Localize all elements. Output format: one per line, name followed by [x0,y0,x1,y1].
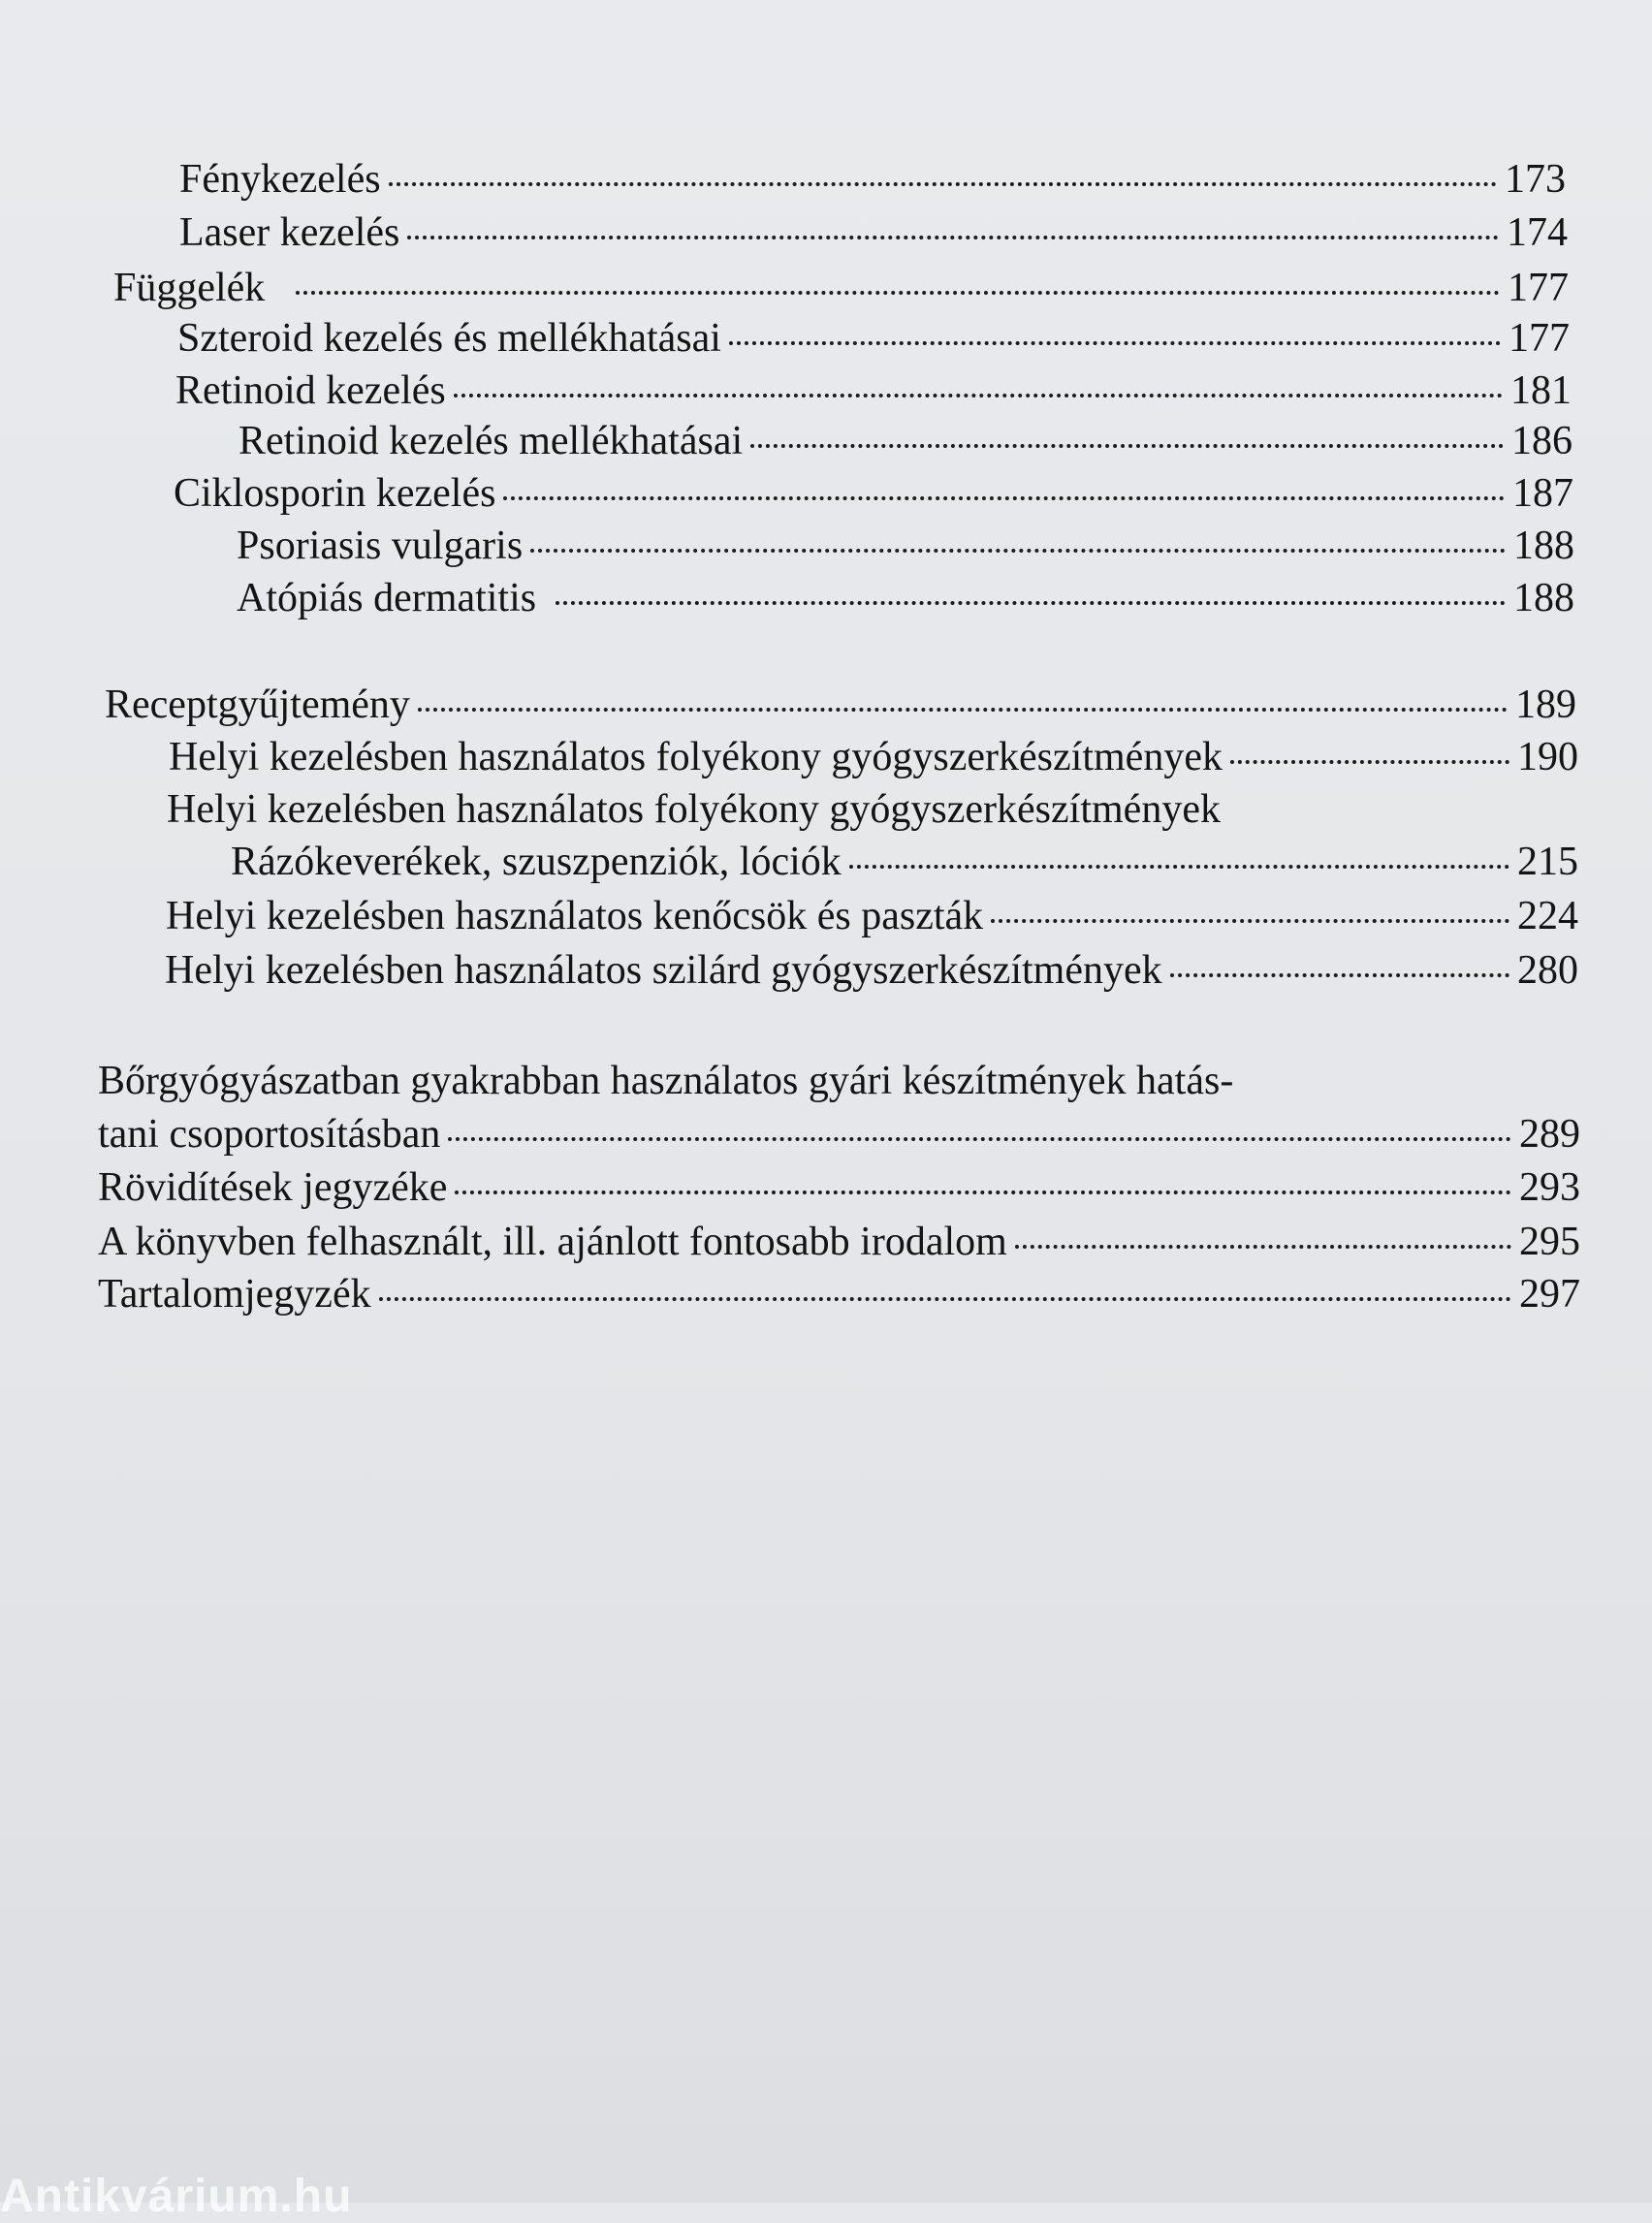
toc-entry-page: 297 [1519,1272,1580,1317]
toc-entry-page: 177 [1508,266,1569,310]
dot-leader [1015,1235,1511,1249]
dot-leader [729,332,1501,345]
toc-entry-page: 188 [1513,576,1574,620]
toc-entry [166,892,1578,940]
dot-leader [448,1127,1511,1141]
toc-entry-page: 280 [1517,948,1578,993]
toc-entry-title: Helyi kezelésben használatos folyékony gyógyszerkészítmények [167,787,1221,832]
toc-entry-page: 190 [1517,735,1578,779]
toc-entry [169,733,1578,781]
toc-entry-title: Receptgyűjtemény [105,683,410,727]
toc-entry-title: Rövidítések jegyzéke [98,1165,448,1210]
toc-entry-title: Függelék [113,266,266,310]
toc-entry-page: 187 [1512,471,1573,516]
toc-entry-title: tani csoportosításban [98,1112,441,1157]
toc-entry-title: A könyvben felhasznált, ill. ajánlott fontosabb irodalom [98,1220,1007,1264]
toc-entry-title: Psoriasis vulgaris [237,524,524,568]
dot-leader [455,1181,1511,1194]
toc-entry [98,1163,1580,1212]
toc-entry [177,314,1570,363]
toc-entry-page: 189 [1515,683,1576,727]
toc-entry [113,264,1569,312]
toc-entry-title: Atópiás dermatitis [237,576,537,620]
toc-entry-page: 295 [1519,1220,1580,1264]
toc-entry-page: 215 [1517,840,1578,884]
dot-leader [503,487,1505,500]
toc-entry [231,838,1578,886]
toc-entry-page: 224 [1517,894,1578,938]
toc-entry-page: 177 [1509,316,1570,361]
dot-leader [389,173,1497,186]
dot-leader [530,539,1506,553]
dot-leader [418,698,1508,712]
toc-entry-title: Laser kezelés [179,210,400,255]
toc-entry [105,681,1576,729]
dot-leader [407,226,1499,239]
toc-entry-page: 186 [1511,419,1573,463]
toc-entry-title: Helyi kezelésben használatos kenőcsök és paszták [166,894,984,938]
toc-entry-title: Fénykezelés [179,157,381,202]
toc-entry-page: 289 [1519,1112,1580,1157]
toc-entry-title: Retinoid kezelés mellékhatásai [238,419,744,463]
dot-leader [296,281,1500,295]
toc-entry-page: 174 [1507,210,1568,255]
dot-leader [750,434,1504,448]
toc-entry-title: Rázókeverékek, szuszpenziók, lóciók [231,840,842,884]
watermark-logo: Antikvárium.hu [0,2171,353,2222]
toc-entry-page: 188 [1513,524,1574,568]
toc-entry-page: 181 [1510,368,1572,413]
toc-entry [98,1270,1580,1318]
toc-entry [179,155,1566,204]
dot-leader [379,1287,1511,1301]
dot-leader [1170,964,1509,977]
dot-leader [454,384,1503,397]
dot-leader [849,855,1509,869]
toc-entry-title: Tartalomjegyzék [98,1272,371,1317]
toc-entry [179,208,1568,257]
toc-entry [98,1110,1580,1159]
toc-entry-title: Szteroid kezelés és mellékhatásai [177,316,721,361]
dot-leader [1230,750,1509,764]
toc-entry-title: Helyi kezelésben használatos szilárd gyógyszerkészítmények [165,948,1162,993]
toc-entry [174,469,1573,518]
toc-entry-title: Retinoid kezelés [175,368,446,413]
toc-entry-page: 293 [1519,1165,1580,1210]
toc-entry [237,522,1574,570]
toc-entry-title: Bőrgyógyászatban gyakrabban használatos gyári készítmények hatás- [98,1059,1234,1103]
dot-leader [556,591,1506,605]
toc-entry-title: Ciklosporin kezelés [174,471,496,516]
toc-entry [175,366,1572,415]
toc-entry [237,574,1574,622]
toc-entry-page: 173 [1505,157,1566,202]
dot-leader [991,909,1509,923]
toc-entry-title: Helyi kezelésben használatos folyékony gyógyszerkészítmények [169,735,1223,779]
toc-entry [165,946,1578,995]
toc-entry [238,417,1573,465]
toc-entry [98,1218,1580,1266]
